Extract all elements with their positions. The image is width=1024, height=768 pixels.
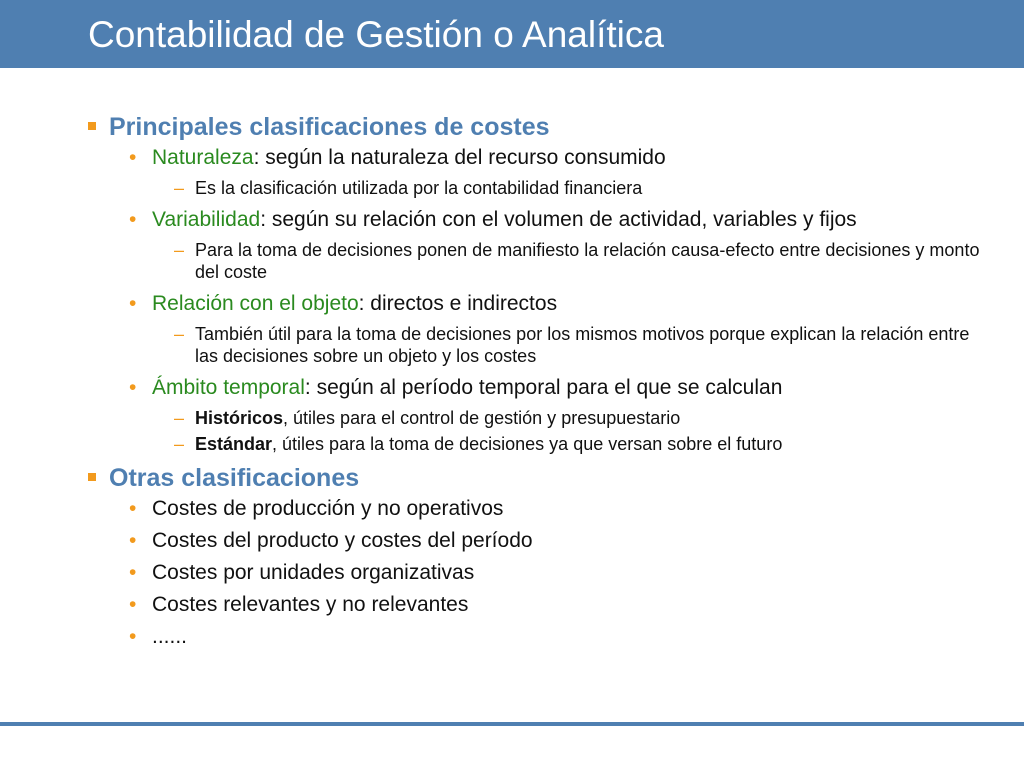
- item-text: Costes del producto y costes del período: [152, 529, 533, 552]
- dash-bullet-icon: –: [174, 178, 185, 198]
- item-text: : según la naturaleza del recurso consumido: [253, 146, 666, 169]
- title-bar: [0, 0, 1024, 68]
- section-heading-text: Principales clasificaciones de costes: [109, 113, 550, 141]
- list-item: [88, 592, 988, 618]
- item-text: : según su relación con el volumen de actividad, variables y fijos: [260, 208, 857, 231]
- dot-bullet-icon: •: [129, 208, 137, 231]
- sub-item-text: , útiles para el control de gestión y presupuestario: [283, 408, 681, 428]
- square-bullet-icon: [88, 473, 96, 481]
- item-term: Ámbito temporal: [152, 376, 305, 399]
- dot-bullet-icon: •: [129, 376, 137, 399]
- dot-bullet-icon: •: [129, 146, 137, 169]
- item-text: ......: [152, 625, 188, 648]
- sub-item-text: Es la clasificación utilizada por la contabilidad financiera: [195, 178, 643, 198]
- dot-bullet-icon: •: [129, 593, 137, 616]
- list-item: [88, 207, 988, 233]
- item-text: Costes relevantes y no relevantes: [152, 593, 469, 616]
- dash-bullet-icon: –: [174, 240, 185, 260]
- bottom-divider: [0, 722, 1024, 726]
- sub-item: [88, 433, 988, 455]
- dash-bullet-icon: –: [174, 434, 185, 454]
- slide-content: [88, 112, 988, 656]
- dash-bullet-icon: –: [174, 408, 185, 428]
- dot-bullet-icon: •: [129, 529, 137, 552]
- sub-item: [88, 239, 988, 283]
- square-bullet-icon: [88, 122, 96, 130]
- item-text: Costes por unidades organizativas: [152, 561, 475, 584]
- list-item: [88, 496, 988, 522]
- sub-item-text: , útiles para la toma de decisiones ya que versan sobre el futuro: [272, 434, 783, 454]
- list-item: [88, 528, 988, 554]
- item-text: Costes de producción y no operativos: [152, 497, 504, 520]
- section-heading: [88, 112, 988, 142]
- sub-item: [88, 407, 988, 429]
- dot-bullet-icon: •: [129, 561, 137, 584]
- slide-title: Contabilidad de Gestión o Analítica: [88, 14, 664, 55]
- section-heading: [88, 463, 988, 493]
- dot-bullet-icon: •: [129, 497, 137, 520]
- item-term: Naturaleza: [152, 146, 254, 169]
- section-heading-text: Otras clasificaciones: [109, 464, 360, 492]
- sub-item-text: Para la toma de decisiones ponen de manifiesto la relación causa-efecto entre decisiones y monto del coste: [195, 240, 980, 282]
- sub-item: [88, 323, 988, 367]
- sub-item-text: También útil para la toma de decisiones por los mismos motivos porque explican la relación entre las decisiones sobre un objeto y los costes: [195, 324, 970, 366]
- list-item: [88, 560, 988, 586]
- item-text: : directos e indirectos: [358, 292, 558, 315]
- list-item: [88, 291, 988, 317]
- dash-bullet-icon: –: [174, 324, 185, 344]
- sub-item: [88, 177, 988, 199]
- list-item: [88, 624, 988, 650]
- list-item: [88, 145, 988, 171]
- dot-bullet-icon: •: [129, 292, 137, 315]
- sub-item-bold: Históricos: [195, 408, 284, 428]
- item-term: Variabilidad: [152, 208, 261, 231]
- item-term: Relación con el objeto: [152, 292, 359, 315]
- sub-item-bold: Estándar: [195, 434, 273, 454]
- list-item: [88, 375, 988, 401]
- item-text: : según al período temporal para el que se calculan: [304, 376, 783, 399]
- dot-bullet-icon: •: [129, 625, 137, 648]
